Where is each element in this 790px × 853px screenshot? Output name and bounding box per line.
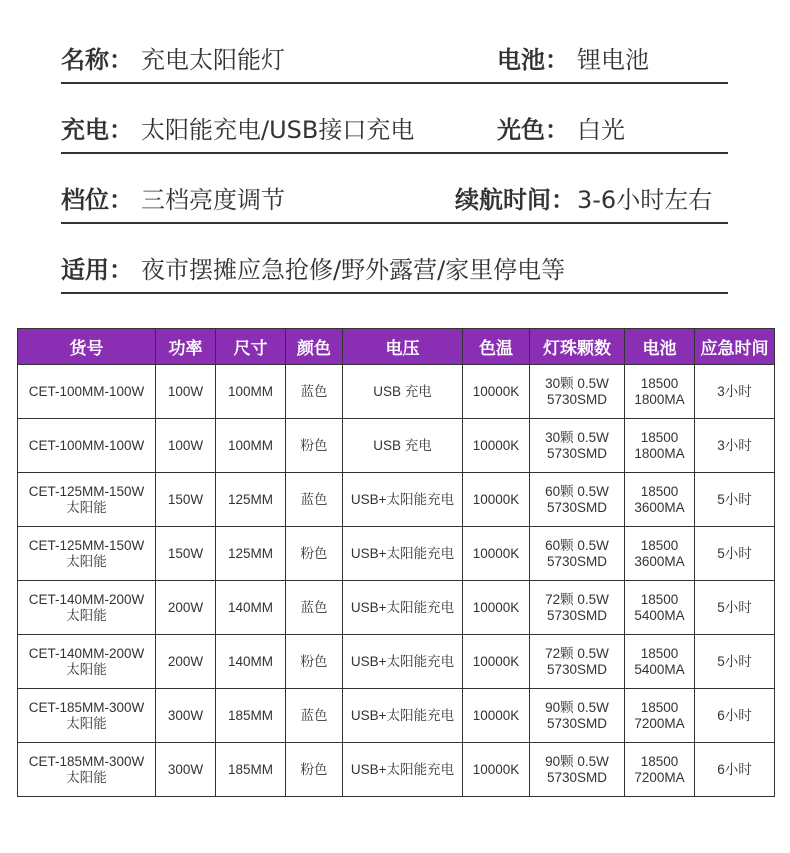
battery-type: 18500 xyxy=(640,699,679,715)
battery-capacity: 3600MA xyxy=(634,499,685,515)
led-count: 72颗 0.5W xyxy=(545,591,609,607)
cell-battery xyxy=(625,527,695,581)
cell-size: 100MM xyxy=(216,419,286,473)
cell-led-count xyxy=(530,527,625,581)
cell-battery xyxy=(625,419,695,473)
model-code: CET-125MM-150W xyxy=(28,483,145,499)
model-suffix: 太阳能 xyxy=(66,607,107,623)
model-code: CET-125MM-150W xyxy=(28,537,145,553)
cell-runtime: 5小时 xyxy=(695,527,775,581)
model-suffix: 太阳能 xyxy=(66,499,107,515)
cell-model xyxy=(18,689,156,743)
battery-capacity: 5400MA xyxy=(634,661,685,677)
model-code: CET-185MM-300W xyxy=(28,699,145,715)
cell-size: 125MM xyxy=(216,527,286,581)
spec-row-name-battery xyxy=(61,14,728,84)
led-count: 30颗 0.5W xyxy=(545,429,609,445)
cell-power: 300W xyxy=(156,689,216,743)
table-row xyxy=(18,635,775,689)
spec-row-charging-light xyxy=(61,84,728,154)
model-code: CET-185MM-300W xyxy=(28,753,145,769)
led-count: 30颗 0.5W xyxy=(545,375,609,391)
led-count: 72颗 0.5W xyxy=(545,645,609,661)
cell-voltage: USB+太阳能充电 xyxy=(343,743,463,797)
spec-label: 电池： xyxy=(497,46,569,74)
table-header-row xyxy=(18,329,775,365)
cell-led-count xyxy=(530,365,625,419)
cell-color: 蓝色 xyxy=(286,473,343,527)
spec-modes xyxy=(61,154,285,222)
column-header-color: 颜色 xyxy=(286,329,343,365)
battery-type: 18500 xyxy=(640,375,679,391)
cell-runtime: 5小时 xyxy=(695,581,775,635)
model-code: CET-100MM-100W xyxy=(28,383,145,399)
spec-label: 名称： xyxy=(61,46,133,74)
spec-value: 太阳能充电/USB接口充电 xyxy=(141,116,415,144)
cell-battery xyxy=(625,473,695,527)
cell-model xyxy=(18,365,156,419)
cell-size: 100MM xyxy=(216,365,286,419)
cell-battery xyxy=(625,689,695,743)
cell-size: 140MM xyxy=(216,581,286,635)
spec-value: 白光 xyxy=(577,116,625,144)
spec-label: 光色： xyxy=(497,116,569,144)
table-row xyxy=(18,365,775,419)
led-count: 60颗 0.5W xyxy=(545,537,609,553)
led-type: 5730SMD xyxy=(546,553,608,569)
led-type: 5730SMD xyxy=(546,607,608,623)
spec-value: 3-6小时左右 xyxy=(577,186,713,214)
model-suffix: 太阳能 xyxy=(66,715,107,731)
column-header-led-count: 灯珠颗数 xyxy=(530,329,625,365)
table-row xyxy=(18,419,775,473)
cell-led-count xyxy=(530,581,625,635)
spec-label: 续航时间： xyxy=(455,186,575,214)
table-row xyxy=(18,689,775,743)
cell-size: 185MM xyxy=(216,689,286,743)
cell-model xyxy=(18,743,156,797)
led-count: 90颗 0.5W xyxy=(545,753,609,769)
model-suffix: 太阳能 xyxy=(66,553,107,569)
battery-capacity: 7200MA xyxy=(634,769,685,785)
cell-runtime: 5小时 xyxy=(695,473,775,527)
spec-usage xyxy=(61,224,565,292)
cell-led-count xyxy=(530,473,625,527)
column-header-color-temp: 色温 xyxy=(463,329,530,365)
cell-model xyxy=(18,527,156,581)
table-row xyxy=(18,473,775,527)
model-code: CET-100MM-100W xyxy=(28,437,145,453)
cell-voltage: USB 充电 xyxy=(343,365,463,419)
cell-size: 185MM xyxy=(216,743,286,797)
product-spec-table xyxy=(17,328,775,797)
battery-type: 18500 xyxy=(640,645,679,661)
battery-capacity: 7200MA xyxy=(634,715,685,731)
led-count: 60颗 0.5W xyxy=(545,483,609,499)
cell-runtime: 3小时 xyxy=(695,419,775,473)
cell-color-temp: 10000K xyxy=(463,365,530,419)
led-count: 90颗 0.5W xyxy=(545,699,609,715)
cell-battery xyxy=(625,743,695,797)
cell-battery xyxy=(625,581,695,635)
cell-led-count xyxy=(530,689,625,743)
cell-power: 100W xyxy=(156,419,216,473)
cell-voltage: USB 充电 xyxy=(343,419,463,473)
cell-led-count xyxy=(530,743,625,797)
column-header-runtime: 应急时间 xyxy=(695,329,775,365)
cell-voltage: USB+太阳能充电 xyxy=(343,635,463,689)
cell-voltage: USB+太阳能充电 xyxy=(343,473,463,527)
cell-color-temp: 10000K xyxy=(463,743,530,797)
cell-voltage: USB+太阳能充电 xyxy=(343,689,463,743)
cell-power: 150W xyxy=(156,473,216,527)
cell-led-count xyxy=(530,419,625,473)
model-code: CET-140MM-200W xyxy=(28,591,145,607)
column-header-size: 尺寸 xyxy=(216,329,286,365)
led-type: 5730SMD xyxy=(546,661,608,677)
cell-color: 粉色 xyxy=(286,527,343,581)
spec-value: 锂电池 xyxy=(577,46,649,74)
led-type: 5730SMD xyxy=(546,715,608,731)
column-header-voltage: 电压 xyxy=(343,329,463,365)
battery-type: 18500 xyxy=(640,753,679,769)
spec-runtime xyxy=(455,154,712,222)
cell-model xyxy=(18,581,156,635)
battery-capacity: 3600MA xyxy=(634,553,685,569)
spec-value: 夜市摆摊应急抢修/野外露营/家里停电等 xyxy=(141,256,566,284)
spec-value: 充电太阳能灯 xyxy=(141,46,285,74)
cell-color-temp: 10000K xyxy=(463,689,530,743)
cell-runtime: 6小时 xyxy=(695,689,775,743)
cell-voltage: USB+太阳能充电 xyxy=(343,527,463,581)
battery-type: 18500 xyxy=(640,483,679,499)
cell-power: 150W xyxy=(156,527,216,581)
cell-runtime: 5小时 xyxy=(695,635,775,689)
led-type: 5730SMD xyxy=(546,391,608,407)
cell-color: 蓝色 xyxy=(286,581,343,635)
cell-power: 200W xyxy=(156,581,216,635)
cell-runtime: 6小时 xyxy=(695,743,775,797)
column-header-model: 货号 xyxy=(18,329,156,365)
spec-label: 档位： xyxy=(61,186,133,214)
model-suffix: 太阳能 xyxy=(66,661,107,677)
cell-power: 200W xyxy=(156,635,216,689)
spec-label: 充电： xyxy=(61,116,133,144)
cell-power: 100W xyxy=(156,365,216,419)
spec-row-usage xyxy=(61,224,728,294)
battery-capacity: 1800MA xyxy=(634,391,685,407)
led-type: 5730SMD xyxy=(546,769,608,785)
cell-color: 蓝色 xyxy=(286,689,343,743)
cell-model xyxy=(18,635,156,689)
cell-color-temp: 10000K xyxy=(463,527,530,581)
column-header-battery: 电池 xyxy=(625,329,695,365)
battery-type: 18500 xyxy=(640,591,679,607)
spec-charging xyxy=(61,84,414,152)
cell-runtime: 3小时 xyxy=(695,365,775,419)
cell-voltage: USB+太阳能充电 xyxy=(343,581,463,635)
spec-label: 适用： xyxy=(61,256,133,284)
cell-model xyxy=(18,473,156,527)
cell-power: 300W xyxy=(156,743,216,797)
spec-battery xyxy=(497,14,649,82)
cell-color: 粉色 xyxy=(286,743,343,797)
spec-value: 三档亮度调节 xyxy=(141,186,285,214)
column-header-power: 功率 xyxy=(156,329,216,365)
model-code: CET-140MM-200W xyxy=(28,645,145,661)
cell-battery xyxy=(625,365,695,419)
cell-size: 140MM xyxy=(216,635,286,689)
cell-color-temp: 10000K xyxy=(463,635,530,689)
led-type: 5730SMD xyxy=(546,499,608,515)
cell-size: 125MM xyxy=(216,473,286,527)
battery-capacity: 1800MA xyxy=(634,445,685,461)
cell-battery xyxy=(625,635,695,689)
cell-color: 粉色 xyxy=(286,419,343,473)
cell-color: 蓝色 xyxy=(286,365,343,419)
table-row xyxy=(18,743,775,797)
cell-color: 粉色 xyxy=(286,635,343,689)
battery-capacity: 5400MA xyxy=(634,607,685,623)
led-type: 5730SMD xyxy=(546,445,608,461)
model-suffix: 太阳能 xyxy=(66,769,107,785)
cell-color-temp: 10000K xyxy=(463,473,530,527)
battery-type: 18500 xyxy=(640,429,679,445)
cell-color-temp: 10000K xyxy=(463,581,530,635)
cell-color-temp: 10000K xyxy=(463,419,530,473)
spec-light-color xyxy=(497,84,625,152)
table-row xyxy=(18,527,775,581)
table-row xyxy=(18,581,775,635)
spec-row-modes-runtime xyxy=(61,154,728,224)
spec-name xyxy=(61,14,285,82)
cell-led-count xyxy=(530,635,625,689)
cell-model xyxy=(18,419,156,473)
battery-type: 18500 xyxy=(640,537,679,553)
